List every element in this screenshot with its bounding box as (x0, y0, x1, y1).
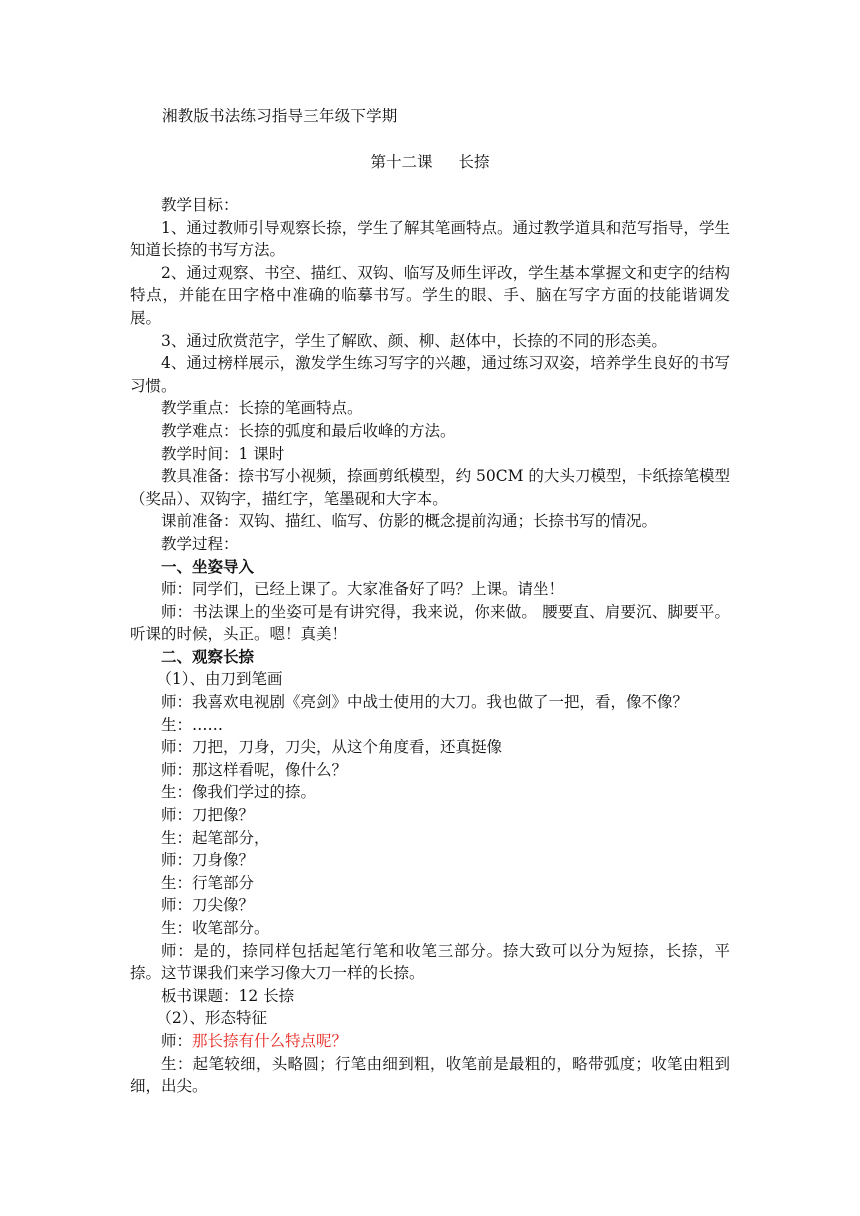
dialog-line: 生：像我们学过的捺。 (161, 783, 317, 802)
key-point: 教学重点：长捺的笔画特点。 (161, 399, 363, 418)
dialog-line: 师：同学们，已经上课了。大家准备好了吗？上课。请坐！ (161, 580, 565, 599)
goal-item-2: 2、通过观察、书空、描红、双钩、临写及师生评改，学生基本掌握文和吏字的结构特点，并能在田字格中准确的临摹书写。学生的眼、手、脑在写字方面的技能谐调发展。 (130, 263, 730, 327)
dialog-line: 师：刀尖像？ (161, 896, 255, 915)
subsection-1-heading: （1）、由刀到笔画 (156, 670, 283, 689)
teacher-question-line (130, 1030, 730, 1053)
teacher-prefix: 师： (161, 1031, 193, 1050)
difficulty: 教学难点：长捺的弧度和最后收峰的方法。 (161, 421, 456, 440)
goal-item-4: 4、通过榜样展示，激发学生练习写字的兴趣，通过练习双姿，培养学生良好的书写习惯。 (130, 354, 730, 395)
dialog-line: 师：刀身像？ (161, 851, 255, 870)
lesson-number: 第十二课 (370, 153, 433, 171)
goals-heading: 教学目标： (161, 196, 239, 214)
dialog-line: 生：收笔部分。 (161, 919, 270, 937)
goal-item-3: 3、通过欣赏范字，学生了解欧、颜、柳、赵体中，长捺的不同的形态美。 (161, 331, 667, 350)
lesson-title (0, 150, 860, 172)
goal-item-1: 1、通过教师引导观察长捺，学生了解其笔画特点。通过教学道具和范写指导，学生知道长捺的书写方法。 (130, 218, 730, 260)
dialog-line: 生：起笔部分， (161, 828, 270, 847)
lesson-topic: 长捺 (458, 153, 490, 171)
subsection-2-heading: （2）、形态特征 (156, 1009, 267, 1028)
teacher-question: 那长捺有什么特点呢？ (192, 1031, 348, 1050)
teaching-tools: 教具准备：捺书写小视频，捺画剪纸模型，约 50CM 的大头刀模型，卡纸捺笔模型（奖品）、双钩字，描红字，笔墨砚和大字本。 (130, 467, 730, 508)
teaching-time: 教学时间：1 课时 (161, 444, 285, 463)
dialog-line: 生：…… (161, 715, 224, 734)
dialog-line: 师：刀把像？ (161, 806, 255, 825)
section-1-heading: 一、坐姿导入 (161, 556, 255, 576)
document-body (130, 194, 730, 1098)
dialog-line: 生：行笔部分 (161, 873, 255, 892)
student-answer: 生：起笔较细，头略圆；行笔由细到粗，收笔前是最粗的，略带弧度；收笔由粗到细，出尖。 (130, 1054, 730, 1096)
class-preparation: 课前准备：双钩、描红、临写、仿影的概念提前沟通；长捺书写的情况。 (161, 512, 658, 531)
board-title-line: 板书课题：12 长捺 (161, 986, 295, 1005)
dialog-line: 师：那这样看呢，像什么？ (161, 760, 348, 779)
dialog-line: 师：我喜欢电视剧《亮剑》中战士使用的大刀。我也做了一把，看，像不像？ (161, 693, 689, 712)
dialog-line: 师：书法课上的坐姿可是有讲究得，我来说，你来做。 腰要直、肩要沉、脚要平。听课的时候，头正。嗯！真美！ (130, 602, 730, 644)
process-heading: 教学过程： (161, 534, 239, 553)
section-2-heading: 二、观察长捺 (161, 646, 255, 666)
dialog-line: 师：刀把，刀身，刀尖，从这个角度看，还真挺像 (161, 738, 503, 757)
document-header: 湘教版书法练习指导三年级下学期 (162, 107, 398, 125)
dialog-line: 师：是的，捺同样包括起笔行笔和收笔三部分。捺大致可以分为短捺，长捺，平捺。这节课我们来学习像大刀一样的长捺。 (130, 941, 730, 983)
